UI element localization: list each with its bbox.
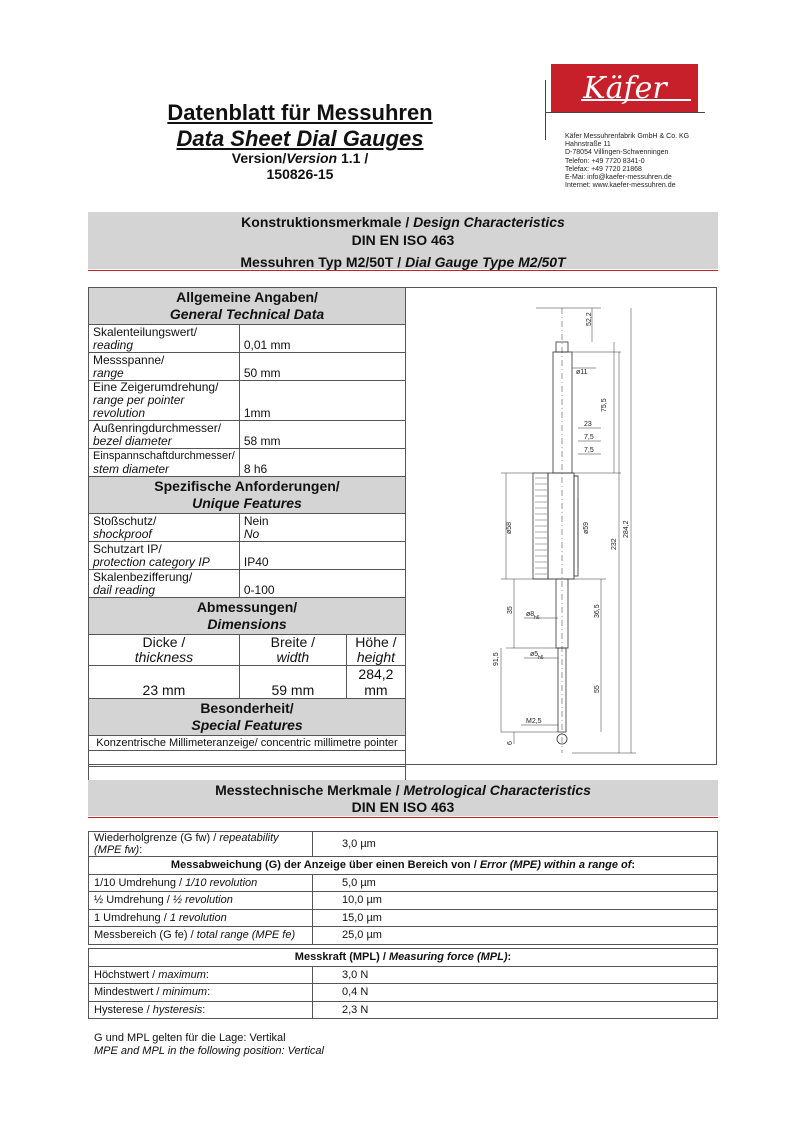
spec-value: 0-100 — [239, 570, 405, 598]
company-address — [565, 133, 689, 190]
value-de: Nein — [243, 514, 269, 528]
unique-header — [89, 477, 406, 514]
dimensions-header-de: Abmessungen/ — [196, 599, 298, 615]
label-en: total range (MPE fe) — [196, 929, 296, 942]
note-english — [94, 1045, 324, 1057]
table-row — [89, 927, 718, 945]
logo-graphic — [551, 64, 698, 112]
label-en: protection category IP — [93, 555, 210, 569]
dim-label: ø11 — [576, 369, 588, 376]
special-header-en: Special Features — [191, 717, 303, 733]
dim-label: ø8 — [526, 611, 535, 618]
dim-label: 232 — [611, 538, 618, 550]
design-banner — [88, 212, 718, 269]
dim-width-header — [239, 635, 346, 666]
logo-rule-horizontal — [545, 112, 705, 113]
header-colon: : — [507, 951, 512, 964]
header-colon: : — [631, 859, 636, 872]
spec-label — [89, 353, 240, 381]
spec-label — [89, 514, 240, 542]
dim-label: 7,5 — [584, 447, 594, 454]
dimensions-header — [89, 598, 406, 635]
label-en: 1 revolution — [169, 911, 227, 924]
dim-height-header — [346, 635, 405, 666]
table-row — [89, 857, 718, 875]
table-row — [89, 874, 718, 892]
label-de: Skalenbezifferung/ — [93, 570, 193, 584]
company-line: Telefon: +49 7720 8341-0 — [565, 157, 645, 165]
table-row — [89, 381, 406, 421]
version-de: Version/ — [231, 150, 287, 166]
label-en: hysteresis — [152, 1003, 203, 1016]
spec-value: 1mm — [239, 381, 405, 421]
dimensions-header-en: Dimensions — [207, 616, 287, 632]
header-de: Messkraft (MPL) / — [294, 951, 386, 964]
label-en: reading — [93, 338, 134, 352]
design-title — [88, 214, 718, 230]
design-title-en: Design Characteristics — [413, 214, 565, 230]
error-value: 10,0 µm — [313, 892, 718, 910]
design-banner-rule — [88, 270, 718, 271]
table-row — [89, 570, 406, 598]
design-type-en: Dial Gauge Type M2/50T — [405, 254, 566, 270]
error-label — [89, 927, 313, 945]
label-en: minimum — [162, 986, 208, 999]
table-row — [89, 542, 406, 570]
dim-label: 7,5 — [584, 434, 594, 441]
special-header-de: Besonderheit/ — [200, 700, 294, 716]
label-en: bezel diameter — [93, 434, 172, 448]
metrology-title-en: Metrological Characteristics — [403, 782, 591, 798]
label-de: Schutzart IP/ — [93, 542, 162, 556]
label-de: Messbereich (G fe) / — [94, 929, 194, 942]
upper-stem-shape — [553, 352, 572, 473]
error-value: 15,0 µm — [313, 909, 718, 927]
force-label: Mindestwert / minimum: — [89, 984, 313, 1002]
spec-value: 0,01 mm — [239, 325, 405, 353]
label-de: Einspannschaftdurchmesser/ — [93, 450, 235, 462]
label-en: stem diameter — [93, 462, 170, 476]
force-value: 2,3 N — [313, 1001, 718, 1019]
spec-value: 58 mm — [239, 421, 405, 449]
spec-label — [89, 325, 240, 353]
back-cover-shape — [574, 476, 578, 576]
design-type-de: Messuhren Typ M2/50T / — [240, 254, 402, 270]
header-en: Measuring force (MPL) — [388, 951, 508, 964]
table-row — [89, 751, 406, 767]
table-row — [89, 736, 406, 751]
spec-label — [89, 570, 240, 598]
error-value: 25,0 µm — [313, 927, 718, 945]
dim-label-en: width — [276, 649, 310, 665]
design-standard: DIN EN ISO 463 — [351, 232, 455, 248]
dim-height-value: 284,2 mm — [346, 666, 405, 699]
title-english: Data Sheet Dial Gauges — [176, 126, 424, 151]
force-label: Höchstwert / maximum: — [89, 966, 313, 984]
general-header — [89, 288, 406, 325]
company-line: Käfer Messuhrenfabrik GmbH & Co. KG — [565, 133, 690, 140]
spec-label — [89, 449, 240, 477]
spec-label — [89, 421, 240, 449]
dim-label: ø58 — [506, 521, 513, 534]
company-line: Telefax: +49 7720 21868 — [565, 165, 642, 173]
table-row — [89, 449, 406, 477]
spec-value: IP40 — [239, 542, 405, 570]
label-de: Mindestwert / — [94, 986, 160, 999]
metrology-banner-rule — [88, 817, 718, 818]
dim-label-sub: h6 — [538, 655, 544, 661]
title-german: Datenblatt für Messuhren — [167, 100, 433, 125]
metrology-title-de: Messtechnische Merkmale / — [215, 782, 400, 798]
body-shape — [548, 473, 574, 579]
design-type — [88, 254, 718, 270]
error-label — [89, 892, 313, 910]
dim-label: 75,5 — [601, 398, 608, 412]
dim-label-de: Höhe / — [355, 634, 397, 650]
dim-label: 91,5 — [493, 652, 500, 666]
header-de: Messabweichung (G) der Anzeige über einen Bereich von / — [170, 859, 477, 872]
dim-label-en: height — [356, 649, 395, 665]
error-value: 5,0 µm — [313, 874, 718, 892]
label-colon: : — [139, 844, 143, 856]
label-en: ½ revolution — [172, 894, 233, 907]
force-label: Hysterese / hysteresis: — [89, 1001, 313, 1019]
document-number: 150826-15 — [266, 166, 334, 182]
dim-label: 35 — [507, 606, 514, 614]
note-german: G und MPL gelten für die Lage: Vertikal — [94, 1032, 286, 1044]
label-en: range per pointer revolution — [93, 393, 185, 420]
table-row — [89, 514, 406, 542]
dim-label-de: Dicke / — [142, 634, 186, 650]
table-row — [89, 353, 406, 381]
dim-label: 36,5 — [594, 604, 601, 618]
dim-width-value: 59 mm — [239, 666, 346, 699]
technical-data-table — [88, 287, 406, 782]
label-en: maximum — [158, 968, 206, 981]
table-row — [89, 832, 718, 857]
dimensions-value-row — [89, 666, 406, 699]
error-label — [89, 909, 313, 927]
label-de: Messspanne/ — [93, 353, 165, 367]
table-row — [89, 966, 718, 984]
dim-label: ø59 — [583, 521, 590, 534]
note-english-text: MPE and MPL in the following position: Vertical — [94, 1045, 324, 1057]
error-label — [89, 874, 313, 892]
label-de: 1 Umdrehung / — [94, 911, 167, 924]
spec-label — [89, 381, 240, 421]
error-table — [88, 831, 718, 945]
value-en: No — [243, 527, 260, 541]
label-de: Hysterese / — [94, 1003, 150, 1016]
table-row — [89, 909, 718, 927]
label-de: Stoßschutz/ — [93, 514, 157, 528]
company-line: Internet: www.kaefer-messuhren.de — [565, 182, 676, 190]
dim-label: ø5 — [530, 651, 539, 658]
general-header-de: Allgemeine Angaben/ — [176, 289, 318, 305]
unique-header-en: Unique Features — [192, 495, 302, 511]
company-line: D-78054 Villingen-Schwenningen — [565, 149, 669, 157]
label-en: dail reading — [93, 583, 156, 597]
label-en: range — [93, 366, 124, 380]
label-de: 1/10 Umdrehung / — [94, 876, 183, 889]
version-number: 1.1 / — [337, 150, 369, 166]
spec-label — [89, 542, 240, 570]
table-row — [89, 892, 718, 910]
label-en: repeatability (MPE fw) — [94, 832, 279, 856]
unique-header-de: Spezifische Anforderungen/ — [154, 478, 340, 494]
dim-label-de: Breite / — [270, 634, 316, 650]
metrology-banner — [88, 780, 718, 816]
logo-wordmark: Käfer — [583, 71, 667, 106]
label-de: Höchstwert / — [94, 968, 156, 981]
table-row — [89, 421, 406, 449]
version-line — [100, 150, 500, 166]
label-de: Skalenteilungswert/ — [93, 325, 198, 339]
dim-thickness-header — [89, 635, 240, 666]
dim-label: M2,5 — [526, 718, 542, 725]
dim-label: 23 — [584, 421, 592, 428]
header-en: Error (MPE) within a range of — [479, 859, 632, 872]
special-header — [89, 699, 406, 736]
force-header — [89, 949, 718, 967]
label-de: Wiederholgrenze (G fw) / — [94, 832, 217, 844]
company-line: E-Mai: info@kaefer-messuhren.de — [565, 174, 672, 182]
label-de: Außenringdurchmesser/ — [93, 421, 222, 435]
dim-thickness-value: 23 mm — [89, 666, 240, 699]
dim-label-en: thickness — [134, 649, 194, 665]
dimensions-head-row — [89, 635, 406, 666]
empty-row — [89, 751, 406, 767]
force-value: 3,0 N — [313, 966, 718, 984]
design-title-de: Konstruktionsmerkmale / — [241, 214, 410, 230]
general-header-en: General Technical Data — [169, 306, 325, 322]
spec-value: 8 h6 — [239, 449, 405, 477]
label-de: Eine Zeigerumdrehung/ — [93, 380, 219, 394]
special-text: Konzentrische Millimeteranzeige/ concentric millimetre pointer — [89, 736, 406, 751]
kaefer-logo — [551, 64, 698, 112]
label-de: ½ Umdrehung / — [94, 894, 170, 907]
dim-label: 55 — [594, 685, 601, 693]
company-line: Hahnstraße 11 — [565, 141, 611, 149]
error-header — [89, 857, 718, 875]
spec-value: 50 mm — [239, 353, 405, 381]
metrology-standard: DIN EN ISO 463 — [351, 799, 455, 815]
dim-label: 52,2 — [586, 312, 593, 326]
table-row — [89, 325, 406, 353]
logo-rule-vertical — [545, 80, 546, 140]
metrology-title — [88, 782, 718, 798]
label-en: 1/10 revolution — [185, 876, 258, 889]
table-row — [89, 984, 718, 1002]
dim-label-sub: h6 — [534, 615, 540, 621]
dial-gauge-drawing — [406, 288, 716, 764]
dim-label: 284,2 — [623, 520, 630, 538]
force-value: 0,4 N — [313, 984, 718, 1002]
version-en: Version — [286, 150, 338, 166]
repeatability-value: 3,0 µm — [313, 832, 718, 857]
table-row — [89, 1001, 718, 1019]
repeatability-label — [89, 832, 313, 857]
table-row — [89, 949, 718, 967]
dim-label: 6 — [507, 741, 514, 745]
force-table — [88, 948, 718, 1019]
spec-value — [239, 514, 405, 542]
label-en: shockproof — [93, 527, 152, 541]
